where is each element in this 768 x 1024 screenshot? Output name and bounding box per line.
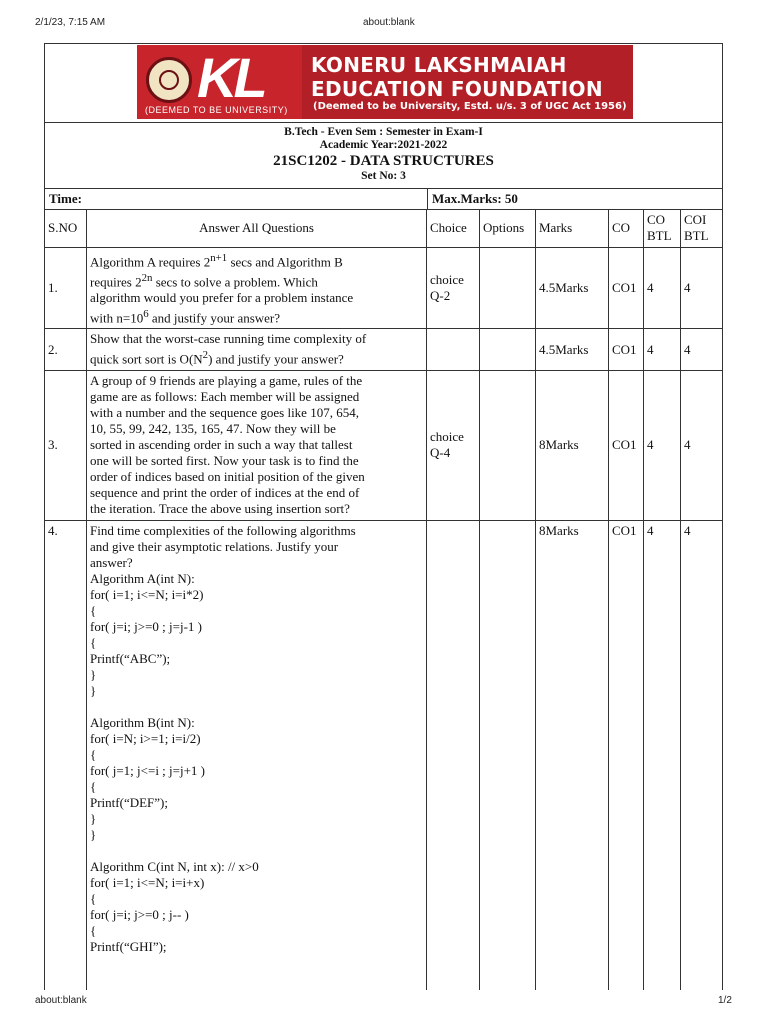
time-label: Time: [49,191,82,206]
q-co: CO1 [609,370,644,520]
banner-title-line2: EDUCATION FOUNDATION [311,77,603,101]
print-page-number: 1/2 [718,995,732,1006]
exam-header [45,123,722,189]
set-number: Set No: 3 [361,170,406,182]
print-footer-url: about:blank [35,995,87,1006]
q-coi-btl: 4 [681,329,724,370]
q-coi-btl: 4 [681,520,724,990]
table-row [45,329,724,370]
q-co: CO1 [609,520,644,990]
banner-row [45,44,722,123]
col-sno: S.NO [45,210,87,247]
academic-year: Academic Year:2021-2022 [319,139,448,151]
col-co: CO [609,210,644,247]
q-co-btl: 4 [644,329,681,370]
university-banner [137,45,633,119]
banner-subtitle: (Deemed to be University, Estd. u/s. 3 of UGC Act 1956) [313,101,627,112]
q-options [480,520,536,990]
q-sno: 3. [45,370,87,520]
q-marks: 4.5Marks [536,247,609,329]
q-co: CO1 [609,329,644,370]
q-marks: 8Marks [536,370,609,520]
q-options [480,329,536,370]
q-co: CO1 [609,247,644,329]
q-coi-btl: 4 [681,247,724,329]
exam-sheet [44,43,723,990]
banner-title-line1: KONERU LAKSHMAIAH [311,53,567,77]
table-row [45,247,724,329]
col-marks: Marks [536,210,609,247]
university-badge: (DEEMED TO BE UNIVERSITY) [145,105,288,115]
time-marks-row [45,189,722,210]
q-sno: 2. [45,329,87,370]
q-text: A group of 9 friends are playing a game, rules of the game are as follows: Each member will be assigned with a number and the sequence goes like 107, 654, 10, 55, 99, 242, 135, 165, 47. Now they will be sorted in ascending order in such a way that tallest one will be sorted first. Now your task is to find the order of indices based on initial position of the given sequence and print the order of indices at the end of the iteration. Trace the above using insertion sort? [87,370,427,520]
course-title: 21SC1202 - DATA STRUCTURES [273,153,494,169]
col-options: Options [480,210,536,247]
university-seal-icon [146,57,192,103]
q-text: Show that the worst-case running time complexity of quick sort sort is $O(N^2)$ and justify your answer? [87,329,427,370]
q-marks: 4.5Marks [536,329,609,370]
q-options [480,370,536,520]
q-marks: 8Marks [536,520,609,990]
q-choice: choice Q-2 [427,247,480,329]
q-co-btl: 4 [644,247,681,329]
q-sno: 1. [45,247,87,329]
col-choice: Choice [427,210,480,247]
q-choice [427,329,480,370]
q-coi-btl: 4 [681,370,724,520]
q-co-btl: 4 [644,520,681,990]
print-datetime: 2/1/23, 7:15 AM [35,17,106,28]
print-page-title: about:blank [363,17,415,28]
question-table [44,210,723,990]
table-row [45,520,724,990]
q-text: Algorithm A requires $2^{n+1}$ secs and Algorithm B requires $2^{2n}$ secs to solve a problem. Which algorithm would you prefer for a problem instance with $n=10^6$ and justify your answer? [87,247,427,329]
program-line: B.Tech - Even Sem : Semester in Exam-I [284,126,483,138]
q-co-btl: 4 [644,370,681,520]
q-sno: 4. [45,520,87,990]
table-header-row [45,210,724,247]
col-question: Answer All Questions [87,210,427,247]
banner-logo-panel [137,45,302,119]
table-row [45,370,724,520]
col-coi-btl: COI BTL [681,210,724,247]
kl-logo: KL [197,46,264,109]
q-text: Find time complexities of the following algorithms and give their asymptotic relations. Justify your answer? Algorithm A(int N): for( i=1; i<=N; i=i*2) { for( j=i; j>=0 ; j=j-1 ) { Printf(“ABC”); } } Algorithm B(int N): for( i=N; i>=1; i=i/2) { for( j=1; j<=i ; j=j+1 ) { Printf(“DEF”); } } Algorithm C(int N, int x): // x>0 for( i=1; i<=N; i=i+x) { for( j=i; j>=0 ; j-- ) { Printf(“GHI”); [87,520,427,990]
q-options [480,247,536,329]
q-choice: choice Q-4 [427,370,480,520]
max-marks: Max.Marks: 50 [432,191,518,206]
q-choice [427,520,480,990]
col-co-btl: CO BTL [644,210,681,247]
